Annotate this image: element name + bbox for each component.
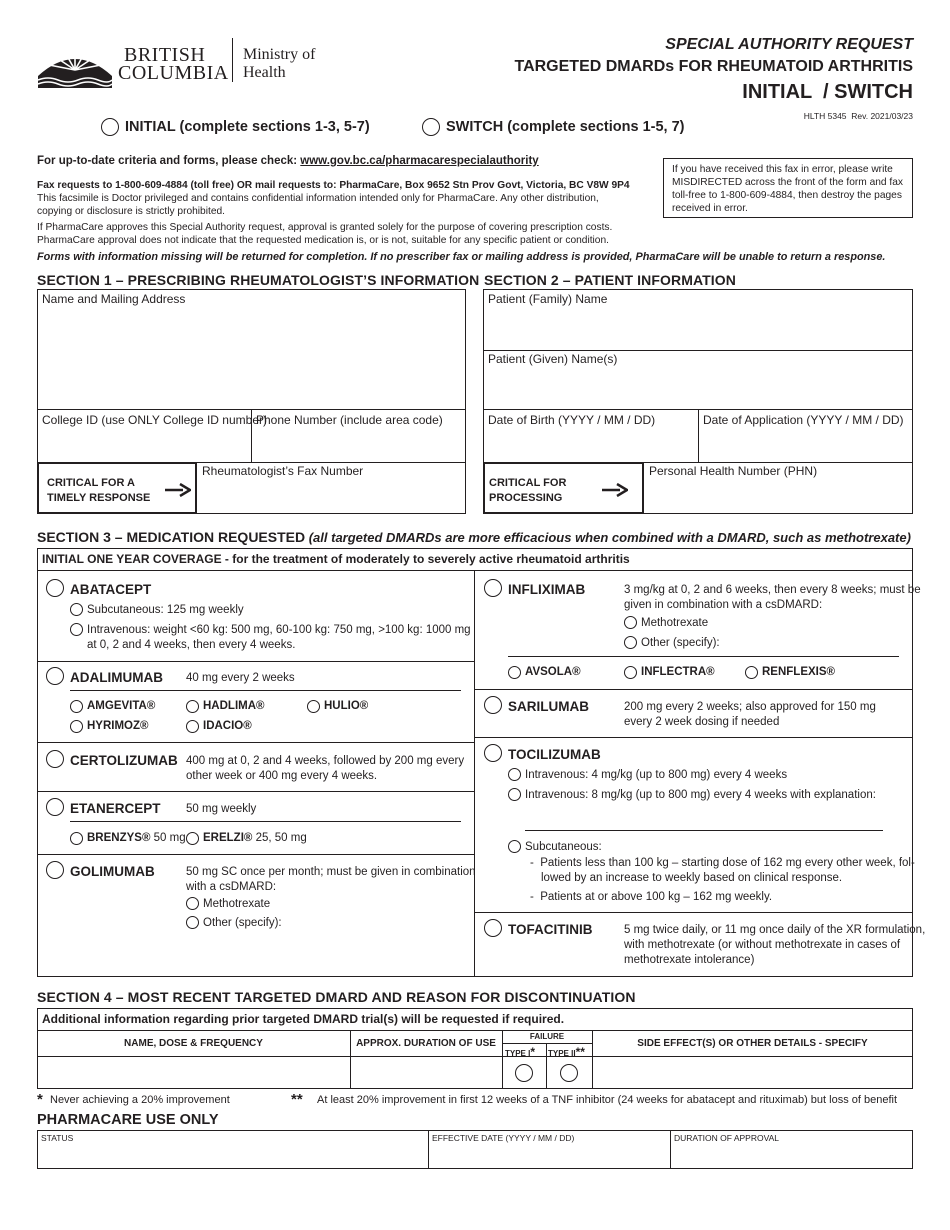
- inflectra-label: INFLECTRA®: [641, 666, 715, 678]
- name-address-label: Name and Mailing Address: [42, 292, 186, 306]
- section4-note: Additional information regarding prior targeted DMARD trial(s) will be requested if required.: [42, 1012, 565, 1026]
- avsola-radio[interactable]: [508, 666, 521, 679]
- critical-response-2: TIMELY RESPONSE: [47, 492, 151, 504]
- misdirected-3: toll-free to 1-800-609-4884, then destroy the pages: [672, 190, 902, 201]
- pharmacare-title: PHARMACARE USE ONLY: [37, 1112, 219, 1128]
- doa-label: Date of Application (YYYY / MM / DD): [703, 413, 904, 427]
- section3-title-main: SECTION 3 – MEDICATION REQUESTED: [37, 529, 306, 545]
- adalimumab-dose: 40 mg every 2 weeks: [186, 672, 295, 684]
- sarilumab-dose-1: 200 mg every 2 weeks; also approved for 150 mg: [624, 701, 876, 713]
- abatacept-sc-label: Subcutaneous: 125 mg weekly: [87, 604, 244, 616]
- etanercept-sub-divider: [70, 821, 461, 822]
- erelzi-label: ERELZI®: [203, 832, 253, 844]
- col-type2-label: TYPE II: [548, 1049, 576, 1058]
- certolizumab-dose-1: 400 mg at 0, 2 and 4 weeks, followed by 200 mg every: [186, 755, 465, 767]
- tocilizumab-sc-over100: - Patients at or above 100 kg – 162 mg weekly.: [530, 891, 773, 903]
- s3-left-divider-1: [37, 661, 474, 662]
- golimumab-methotrexate-radio[interactable]: [186, 897, 199, 910]
- s3-left-divider-3: [37, 791, 474, 792]
- golimumab-other-label: Other (specify):: [203, 917, 282, 929]
- section1-title: SECTION 1 – PRESCRIBING RHEUMATOLOGIST’S INFORMATION: [37, 272, 480, 288]
- col-type1-label: TYPE I: [505, 1049, 531, 1058]
- switch-radio[interactable]: [422, 118, 440, 136]
- fax-number-field[interactable]: [198, 480, 465, 513]
- s4-failure-divider: [502, 1043, 592, 1044]
- college-id-label: College ID (use ONLY College ID number): [42, 413, 267, 427]
- s3-right-divider-3: [474, 912, 913, 913]
- criteria-line: [37, 155, 539, 167]
- s3-right-divider-2: [474, 737, 913, 738]
- initial-radio[interactable]: [101, 118, 119, 136]
- hulio-label: HULIO®: [324, 700, 369, 712]
- golimumab-methotrexate-label: Methotrexate: [203, 898, 271, 910]
- type2-asterisk: **: [575, 1045, 585, 1059]
- dob-field[interactable]: [484, 428, 697, 461]
- erelzi-dose: 25, 50 mg: [252, 832, 307, 844]
- arrow-right-icon: [165, 483, 191, 497]
- abatacept-iv-radio[interactable]: [70, 623, 83, 636]
- certolizumab-radio[interactable]: [46, 750, 64, 768]
- status-label: STATUS: [41, 1133, 74, 1143]
- footnote2-text: At least 20% improvement in first 12 weeks of a TNF inhibitor (24 weeks for abatacept and rituximab) but loss of benefit: [317, 1094, 898, 1106]
- idacio-label: IDACIO®: [203, 720, 252, 732]
- coverage-heading: INITIAL ONE YEAR COVERAGE - for the treatment of moderately to severely active rheumatoid arthritis: [42, 552, 630, 566]
- footnote2-mark: **: [291, 1091, 303, 1108]
- phn-label: Personal Health Number (PHN): [649, 464, 818, 478]
- golimumab-dose-2: with a csDMARD:: [186, 881, 277, 893]
- renflexis-radio[interactable]: [745, 666, 758, 679]
- erelzi-radio[interactable]: [186, 832, 199, 845]
- name-address-field[interactable]: [38, 308, 465, 409]
- arrow-right-icon: [602, 483, 628, 497]
- form-title-3: INITIAL / SWITCH: [742, 81, 913, 103]
- form-title-1: SPECIAL AUTHORITY REQUEST: [665, 36, 913, 53]
- name-dose-freq-field[interactable]: [38, 1057, 349, 1088]
- tocilizumab-sc-under100-2: lowed by an increase to weekly based on clinical response.: [541, 872, 843, 884]
- tocilizumab-explanation-field[interactable]: [525, 806, 883, 831]
- footnote1-mark: *: [37, 1091, 43, 1108]
- approval-2: PharmaCare approval does not indicate that the requested medication is, or is not, suitable for any specific patient or condition.: [37, 235, 609, 246]
- logo-health: Health: [243, 64, 286, 81]
- tofacitinib-radio[interactable]: [484, 919, 502, 937]
- misdirected-box: [663, 158, 913, 218]
- golimumab-dose-1: 50 mg SC once per month; must be given in combination: [186, 866, 476, 878]
- hulio-radio[interactable]: [307, 700, 320, 713]
- s3-left-divider-2: [37, 742, 474, 743]
- dob-label: Date of Birth (YYYY / MM / DD): [488, 413, 656, 427]
- brenzys-dose: 50 mg: [150, 832, 186, 844]
- etanercept-name: ETANERCEPT: [70, 801, 161, 816]
- criteria-link[interactable]: www.gov.bc.ca/pharmacarespecialauthority: [300, 155, 539, 167]
- infliximab-radio[interactable]: [484, 579, 502, 597]
- given-names-field[interactable]: [484, 368, 912, 409]
- tofacitinib-name: TOFACITINIB: [508, 922, 593, 937]
- section2-title: SECTION 2 – PATIENT INFORMATION: [484, 272, 736, 288]
- etanercept-dose: 50 mg weekly: [186, 803, 257, 815]
- type2-failure-radio[interactable]: [560, 1064, 578, 1082]
- s2-divider-1: [483, 350, 913, 351]
- tocilizumab-sc-label: Subcutaneous:: [525, 841, 602, 853]
- family-name-field[interactable]: [484, 308, 912, 349]
- hadlima-radio[interactable]: [186, 700, 199, 713]
- initial-label: INITIAL (complete sections 1-3, 5-7): [125, 119, 370, 135]
- criteria-prefix: For up-to-date criteria and forms, please check:: [37, 155, 301, 167]
- golimumab-radio[interactable]: [46, 861, 64, 879]
- abatacept-iv-label-1: Intravenous: weight <60 kg: 500 mg, 60-100 kg: 750 mg, >100 kg: 1000 mg: [87, 624, 471, 636]
- col-duration: APPROX. DURATION OF USE: [356, 1038, 496, 1049]
- infliximab-methotrexate-radio[interactable]: [624, 616, 637, 629]
- hadlima-label: HADLIMA®: [203, 700, 265, 712]
- side-effects-field[interactable]: [593, 1057, 912, 1088]
- col-failure: FAILURE: [529, 1032, 565, 1041]
- s3-right-divider-1: [474, 689, 913, 690]
- adalimumab-radio[interactable]: [46, 667, 64, 685]
- col-side-effects: SIDE EFFECT(S) OR OTHER DETAILS - SPECIFY: [637, 1038, 868, 1049]
- switch-label: SWITCH (complete sections 1-5, 7): [446, 119, 685, 135]
- col-type2: [548, 1045, 585, 1059]
- critical-response-1: CRITICAL FOR A: [47, 477, 135, 489]
- misdirected-2: MISDIRECTED across the front of the form and fax: [672, 177, 903, 188]
- brenzys-radio[interactable]: [70, 832, 83, 845]
- logo-columbia: COLUMBIA: [118, 62, 229, 84]
- sarilumab-dose-2: every 2 week dosing if needed: [624, 716, 780, 728]
- inflectra-radio[interactable]: [624, 666, 637, 679]
- erelzi-option: [203, 832, 307, 844]
- tocilizumab-iv8-radio[interactable]: [508, 788, 521, 801]
- infliximab-dose-1: 3 mg/kg at 0, 2 and 6 weeks, then every 8 weeks; must be: [624, 584, 921, 596]
- misdirected-1: If you have received this fax in error, please write: [672, 164, 893, 175]
- privileged-2: copying or disclosure is strictly prohibited.: [37, 206, 225, 217]
- logo-british: BRITISH: [124, 44, 206, 66]
- abatacept-sc-radio[interactable]: [70, 603, 83, 616]
- etanercept-radio[interactable]: [46, 798, 64, 816]
- tocilizumab-iv8-label: Intravenous: 8 mg/kg (up to 800 mg) every 4 weeks with explanation:: [525, 789, 876, 801]
- infliximab-name: INFLIXIMAB: [508, 582, 586, 597]
- idacio-radio[interactable]: [186, 720, 199, 733]
- col-name-dose-freq: NAME, DOSE & FREQUENCY: [124, 1038, 263, 1049]
- given-names-label: Patient (Given) Name(s): [488, 352, 618, 366]
- tocilizumab-name: TOCILIZUMAB: [508, 747, 601, 762]
- form-number: HLTH 5345 Rev. 2021/03/23: [803, 111, 913, 121]
- critical-processing-1: CRITICAL FOR: [489, 477, 567, 489]
- doa-field[interactable]: [699, 428, 912, 461]
- abatacept-iv-label-2: at 0, 2 and 4 weeks, then every 4 weeks.: [87, 639, 296, 651]
- duration-approval-field[interactable]: [671, 1144, 912, 1168]
- fax-number-label: Rheumatologist’s Fax Number: [202, 464, 364, 478]
- amgevita-radio[interactable]: [70, 700, 83, 713]
- misdirected-4: received in error.: [672, 203, 748, 214]
- bc-logo: [36, 36, 326, 90]
- hyrimoz-label: HYRIMOZ®: [87, 720, 149, 732]
- section3-title: [37, 529, 911, 545]
- privileged-1: This facsimile is Doctor privileged and contains confidential information intended only for PharmaCare. Any other distribution,: [37, 193, 599, 204]
- infliximab-sub-divider: [508, 656, 899, 657]
- status-field[interactable]: [38, 1144, 427, 1168]
- logo-divider: [232, 38, 233, 82]
- section4-title: SECTION 4 – MOST RECENT TARGETED DMARD AND REASON FOR DISCONTINUATION: [37, 989, 636, 1005]
- tocilizumab-radio[interactable]: [484, 744, 502, 762]
- missing-info-warning: Forms with information missing will be returned for completion. If no prescriber fax or mailing address is provided, PharmaCare will be unable to return a response.: [37, 251, 886, 263]
- tofacitinib-dose-3: methotrexate intolerance): [624, 954, 755, 966]
- college-id-field[interactable]: [38, 428, 250, 461]
- abatacept-name: ABATACEPT: [70, 582, 152, 597]
- tocilizumab-iv4-radio[interactable]: [508, 768, 521, 781]
- certolizumab-name: CERTOLIZUMAB: [70, 753, 178, 768]
- infliximab-other-label: Other (specify):: [641, 637, 720, 649]
- tocilizumab-sc-under100-1: - Patients less than 100 kg – starting dose of 162 mg every other week, fol-: [530, 857, 915, 869]
- approval-1: If PharmaCare approves this Special Authority request, approval is granted solely for the purpose of covering prescription costs.: [37, 222, 613, 233]
- fax-instructions: Fax requests to 1-800-609-4884 (toll free) OR mail requests to: PharmaCare, Box 9652 Stn Prov Govt, Victoria, BC V8W 9P4: [37, 180, 630, 191]
- amgevita-label: AMGEVITA®: [87, 700, 156, 712]
- golimumab-other-radio[interactable]: [186, 916, 199, 929]
- infliximab-dose-2: given in combination with a csDMARD:: [624, 599, 823, 611]
- form-title-2: TARGETED DMARDs FOR RHEUMATOID ARTHRITIS: [514, 58, 913, 75]
- col-type1: [505, 1045, 535, 1059]
- brenzys-label: BRENZYS®: [87, 832, 151, 844]
- hyrimoz-radio[interactable]: [70, 720, 83, 733]
- abatacept-radio[interactable]: [46, 579, 64, 597]
- coverage-divider: [37, 570, 913, 571]
- brenzys-option: [87, 832, 186, 844]
- adalimumab-sub-divider: [70, 690, 461, 691]
- golimumab-name: GOLIMUMAB: [70, 864, 155, 879]
- s4-col-div-3: [546, 1043, 547, 1089]
- effective-date-label: EFFECTIVE DATE (YYYY / MM / DD): [432, 1133, 575, 1143]
- s3-center-divider: [474, 570, 475, 977]
- effective-date-field[interactable]: [429, 1144, 669, 1168]
- adalimumab-name: ADALIMUMAB: [70, 670, 163, 685]
- tofacitinib-dose-2: with methotrexate (or without methotrexate in cases of: [624, 939, 901, 951]
- infliximab-methotrexate-label: Methotrexate: [641, 617, 709, 629]
- infliximab-other-radio[interactable]: [624, 636, 637, 649]
- duration-field[interactable]: [351, 1057, 501, 1088]
- section3-title-note: (all targeted DMARDs are more efficacious when combined with a DMARD, such as methotrexate): [305, 530, 911, 545]
- tocilizumab-sc-radio[interactable]: [508, 840, 521, 853]
- s3-left-divider-4: [37, 854, 474, 855]
- type1-failure-radio[interactable]: [515, 1064, 533, 1082]
- tofacitinib-dose-1: 5 mg twice daily, or 11 mg once daily of the XR formulation,: [624, 924, 926, 936]
- critical-processing-2: PROCESSING: [489, 492, 563, 504]
- certolizumab-dose-2: other week or 400 mg every 4 weeks.: [186, 770, 378, 782]
- tocilizumab-iv4-label: Intravenous: 4 mg/kg (up to 800 mg) every 4 weeks: [525, 769, 788, 781]
- renflexis-label: RENFLEXIS®: [762, 666, 836, 678]
- phn-field[interactable]: [645, 480, 912, 513]
- phone-field[interactable]: [252, 428, 465, 461]
- sarilumab-name: SARILUMAB: [508, 699, 589, 714]
- sarilumab-radio[interactable]: [484, 696, 502, 714]
- logo-ministry: Ministry of: [243, 46, 316, 63]
- family-name-label: Patient (Family) Name: [488, 292, 608, 306]
- s4-divider-1: [37, 1030, 913, 1031]
- type1-asterisk: *: [530, 1045, 536, 1059]
- avsola-label: AVSOLA®: [525, 666, 581, 678]
- footnote1-text: Never achieving a 20% improvement: [50, 1094, 230, 1106]
- duration-approval-label: DURATION OF APPROVAL: [674, 1133, 780, 1143]
- bc-sun-icon: [36, 36, 114, 88]
- phone-label: Phone Number (include area code): [256, 413, 443, 427]
